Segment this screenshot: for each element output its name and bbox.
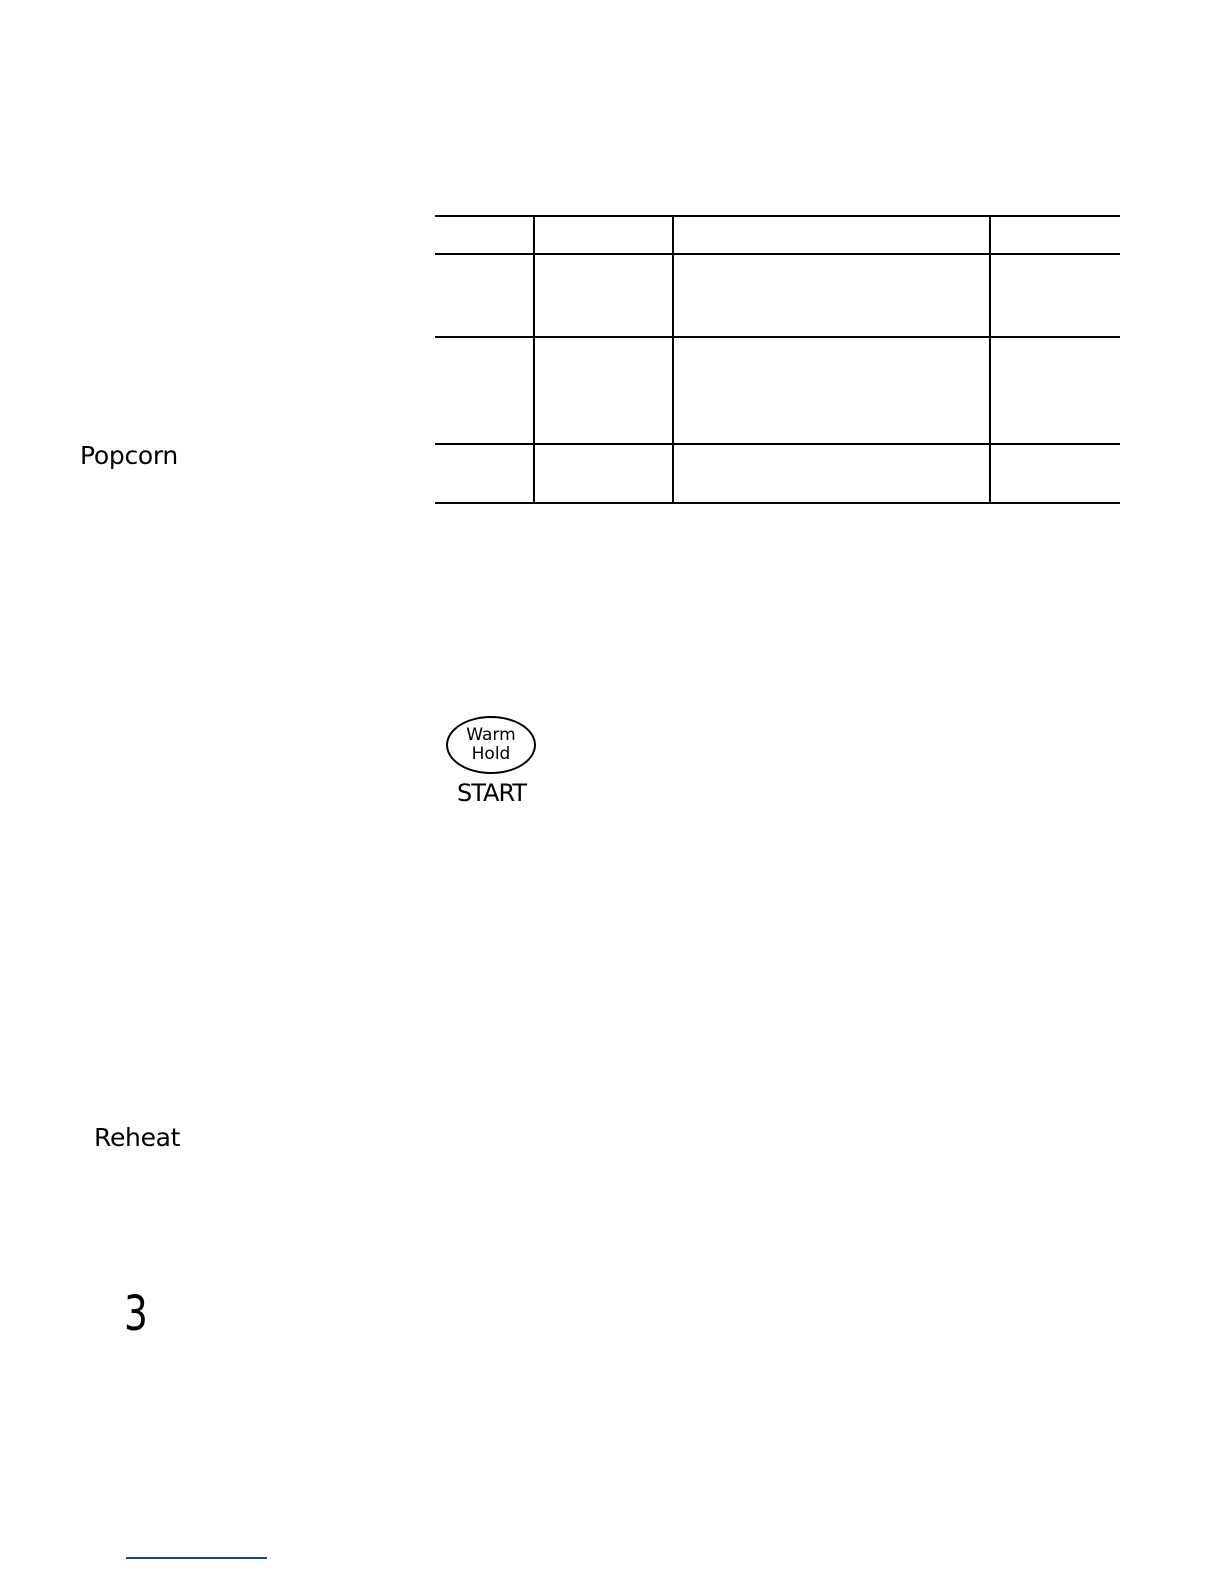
warm-hold-label-line2: Hold [471,744,511,764]
table-column-rule [672,216,674,504]
table-row-rule [435,443,1120,445]
popcorn-heading: Popcorn [80,441,178,470]
table-row-rule [435,336,1120,338]
table-top-rule [435,215,1120,217]
warm-hold-label-line1: Warm [466,725,516,745]
footer-rule [126,1557,267,1559]
table-column-rule [533,216,535,504]
table-header-rule [435,253,1120,255]
warm-hold-button[interactable] [446,716,536,774]
table-column-rule [989,216,991,504]
number-key-3: 3 [124,1286,148,1342]
table-bottom-rule [435,502,1120,504]
reheat-heading: Reheat [94,1123,181,1152]
start-label: START [457,779,527,807]
